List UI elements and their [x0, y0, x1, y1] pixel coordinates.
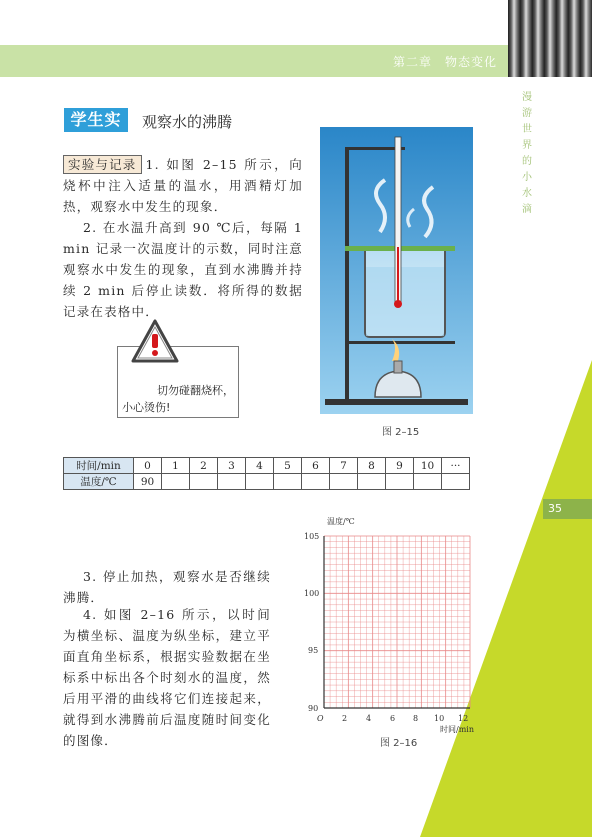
figure-2-16-caption: 图 2–16 [380, 738, 418, 749]
x-tick-label: 8 [413, 714, 419, 723]
table-cell: 5 [274, 458, 302, 474]
corner-photo [508, 0, 592, 77]
table-cell: 6 [302, 458, 330, 474]
boiling-apparatus-figure [320, 127, 473, 414]
table-cell: 3 [218, 458, 246, 474]
table-header-time: 时间/min [64, 458, 134, 474]
figure-2-15-caption: 图 2–15 [382, 427, 420, 438]
chapter-header: 第二章 物态变化 [392, 55, 497, 69]
table-cell [330, 474, 358, 490]
paragraph-2: 2. 在水温升高到 90 ℃后，每隔 1 min 记录一次温度计的示数，同时注意观察水中发生的现象，直到水沸腾并持续 2 min 后停止读数．将所得的数据记录在表格中． [63, 220, 303, 319]
data-table [63, 457, 470, 490]
table-cell: 9 [386, 458, 414, 474]
table-cell: 2 [190, 458, 218, 474]
x-tick-label: 6 [390, 714, 396, 723]
x-axis-label: 时间/min [440, 725, 474, 734]
table-row-time [64, 458, 470, 474]
warning-line-1: 切勿碰翻烧杯， [157, 384, 234, 397]
grid-lines [324, 536, 470, 708]
temperature-time-graph [300, 508, 500, 748]
table-cell [358, 474, 386, 490]
side-title: 漫游世界的小水滴 [522, 92, 532, 215]
y-tick-label: 90 [308, 704, 319, 713]
y-tick-label: 105 [304, 532, 320, 541]
table-row-temperature [64, 474, 470, 490]
table-cell: 7 [330, 458, 358, 474]
table-cell: 4 [246, 458, 274, 474]
table-cell: 10 [414, 458, 442, 474]
origin-label: O [317, 714, 324, 723]
x-tick-label: 2 [342, 714, 348, 723]
table-cell [274, 474, 302, 490]
page-number: 35 [548, 502, 562, 515]
x-tick-label: 10 [434, 714, 445, 723]
paragraph-1 [63, 154, 303, 217]
table-cell [218, 474, 246, 490]
table-cell: 0 [134, 458, 162, 474]
record-badge: 实验与记录 [63, 155, 142, 174]
table-cell [442, 474, 470, 490]
y-tick-labels [304, 532, 319, 713]
table-cell [302, 474, 330, 490]
table-header-temperature: 温度/℃ [64, 474, 134, 490]
y-axis-label: 温度/℃ [327, 517, 355, 526]
table-cell: ··· [442, 458, 470, 474]
table-cell [414, 474, 442, 490]
y-tick-label: 100 [304, 589, 320, 598]
table-cell: 8 [358, 458, 386, 474]
section-badge: 学生实验 [64, 108, 128, 132]
table-cell [190, 474, 218, 490]
paragraph-1-text: 1. 如图 2–15 所示，向烧杯中注入适量的温水，用酒精灯加热，观察水中发生的现象． [63, 157, 303, 214]
x-tick-label: 12 [458, 714, 469, 723]
y-tick-label: 95 [308, 646, 319, 655]
table-cell [246, 474, 274, 490]
table-cell [386, 474, 414, 490]
x-tick-labels [342, 714, 468, 723]
warning-icon [130, 318, 180, 364]
x-tick-label: 4 [366, 714, 372, 723]
section-title: 观察水的沸腾 [142, 113, 233, 131]
paragraph-4: 4. 如图 2–16 所示，以时间为横坐标、温度为纵坐标，建立平面直角坐标系，根据实验数据在坐标系中标出各个时刻水的温度，然后用平滑的曲线将它们连接起来，就得到水沸腾前后温度随时间变化的图像． [63, 607, 271, 748]
warning-line-2: 小心烫伤! [122, 401, 171, 414]
warning-text [122, 382, 234, 416]
table-cell [162, 474, 190, 490]
table-cell: 90 [134, 474, 162, 490]
paragraph-3: 3. 停止加热，观察水是否继续沸腾． [63, 569, 271, 605]
table-cell: 1 [162, 458, 190, 474]
